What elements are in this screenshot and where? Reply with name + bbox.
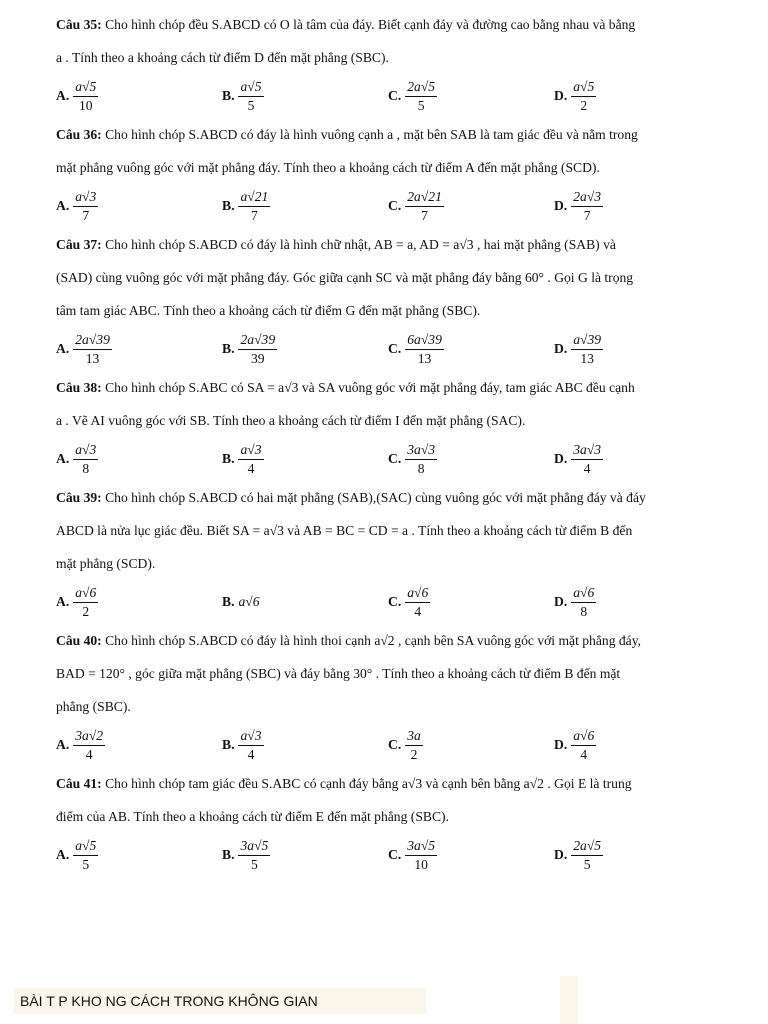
answer-option xyxy=(222,331,388,368)
fraction-numerator: a√5 xyxy=(73,78,98,97)
question-stem xyxy=(56,371,732,437)
fraction-numerator: a√3 xyxy=(73,188,98,207)
stem-line xyxy=(56,118,732,151)
fraction-numerator: 3a√3 xyxy=(405,441,437,460)
option-fraction xyxy=(238,727,263,764)
fraction-numerator: a√21 xyxy=(238,188,270,207)
stem-line xyxy=(56,151,732,184)
option-label: D. xyxy=(554,847,568,863)
option-fraction xyxy=(73,188,98,225)
fraction-denominator: 13 xyxy=(417,350,432,366)
option-label: C. xyxy=(388,594,402,610)
question-number: Câu 40: xyxy=(56,633,102,648)
option-fraction xyxy=(238,441,263,478)
question-number: Câu 39: xyxy=(56,490,102,505)
question-stem xyxy=(56,624,732,723)
option-fraction xyxy=(73,441,98,478)
answer-option xyxy=(56,727,222,764)
fraction-denominator: 4 xyxy=(414,603,422,619)
option-fraction xyxy=(405,188,444,225)
answer-option xyxy=(222,441,388,478)
option-fraction xyxy=(571,727,596,764)
option-label: A. xyxy=(56,847,70,863)
stem-line xyxy=(56,261,732,294)
fraction-denominator: 5 xyxy=(583,856,591,872)
fraction-denominator: 2 xyxy=(82,603,90,619)
fraction-denominator: 8 xyxy=(580,603,588,619)
fraction-denominator: 7 xyxy=(82,207,90,223)
fraction-denominator: 2 xyxy=(580,97,588,113)
fraction-denominator: 7 xyxy=(421,207,428,223)
fraction-numerator: a√39 xyxy=(571,331,603,350)
option-label: A. xyxy=(56,198,70,214)
stem-text: a . Tính theo a khoảng cách từ điểm D đến mặt phẳng (SBC). xyxy=(56,50,389,65)
stem-text: (SAD) cùng vuông góc với mặt phẳng đáy. Góc giữa cạnh SC và mặt phẳng đáy bằng 60° . Gọi G là trọng xyxy=(56,270,634,285)
option-label: D. xyxy=(554,594,568,610)
answer-option xyxy=(554,441,720,478)
fraction-denominator: 5 xyxy=(82,856,90,872)
stem-line xyxy=(56,514,732,547)
stem-line xyxy=(56,800,732,833)
question-block xyxy=(56,767,732,877)
question-number: Câu 36: xyxy=(56,127,102,142)
option-label: B. xyxy=(222,88,235,104)
stem-line xyxy=(56,294,732,327)
fraction-numerator: 6a√39 xyxy=(405,331,444,350)
option-value: a√6 xyxy=(238,594,260,610)
page-footer xyxy=(14,988,426,1014)
fraction-denominator: 10 xyxy=(78,97,93,113)
option-fraction xyxy=(73,78,98,115)
stem-line xyxy=(56,657,732,690)
option-label: B. xyxy=(222,451,235,467)
question-block xyxy=(56,624,732,767)
stem-line xyxy=(56,547,732,580)
fraction-numerator: a√6 xyxy=(73,584,98,603)
answer-option xyxy=(222,78,388,115)
fraction-numerator: 3a√2 xyxy=(73,727,105,746)
answer-option xyxy=(554,331,720,368)
fraction-denominator: 5 xyxy=(247,97,255,113)
document-page xyxy=(56,8,732,877)
fraction-numerator: a√3 xyxy=(238,441,263,460)
fraction-denominator: 8 xyxy=(417,460,425,476)
answer-option xyxy=(56,441,222,478)
question-stem xyxy=(56,118,732,184)
option-label: C. xyxy=(388,198,402,214)
stem-line xyxy=(56,767,732,800)
answer-options xyxy=(56,437,732,481)
option-label: C. xyxy=(388,341,402,357)
answer-option xyxy=(554,837,720,874)
fraction-denominator: 7 xyxy=(583,207,591,223)
stem-line xyxy=(56,690,732,723)
fraction-denominator: 5 xyxy=(251,856,258,872)
option-label: D. xyxy=(554,737,568,753)
option-fraction xyxy=(238,331,277,368)
fraction-numerator: 3a√3 xyxy=(571,441,603,460)
option-label: C. xyxy=(388,451,402,467)
fraction-denominator: 4 xyxy=(580,746,588,762)
option-fraction xyxy=(405,331,444,368)
stem-line xyxy=(56,228,732,261)
option-fraction xyxy=(405,78,437,115)
fraction-denominator: 4 xyxy=(583,460,591,476)
option-fraction xyxy=(238,188,270,225)
option-label: A. xyxy=(56,737,70,753)
option-label: B. xyxy=(222,198,235,214)
fraction-numerator: a√6 xyxy=(571,584,596,603)
option-fraction xyxy=(73,727,105,764)
answer-option xyxy=(554,584,720,621)
option-fraction xyxy=(238,837,270,874)
answer-option xyxy=(388,584,554,621)
stem-text: mặt phẳng (SCD). xyxy=(56,556,156,571)
option-label: D. xyxy=(554,451,568,467)
stem-text: Cho hình chóp tam giác đều S.ABC có cạnh đáy bằng a√3 và cạnh bên bằng a√2 . Gọi E là trung xyxy=(105,776,632,791)
fraction-numerator: a√6 xyxy=(405,584,430,603)
fraction-denominator: 10 xyxy=(414,856,428,872)
option-fraction xyxy=(405,837,437,874)
answer-option xyxy=(222,592,388,612)
fraction-denominator: 2 xyxy=(410,746,418,762)
option-label: B. xyxy=(222,737,235,753)
option-label: D. xyxy=(554,88,568,104)
answer-option xyxy=(388,441,554,478)
stem-text: mặt phẳng vuông góc với mặt phẳng đáy. Tính theo a khoảng cách từ điểm A đến mặt phẳng (SCD). xyxy=(56,160,600,175)
fraction-denominator: 8 xyxy=(82,460,90,476)
fraction-numerator: a√5 xyxy=(238,78,263,97)
option-label: B. xyxy=(222,847,235,863)
answer-options xyxy=(56,74,732,118)
stem-text: Cho hình chóp S.ABCD có đáy là hình thoi cạnh a√2 , cạnh bên SA vuông góc với mặt phẳng đáy, xyxy=(105,633,642,648)
question-number: Câu 37: xyxy=(56,237,102,252)
fraction-denominator: 7 xyxy=(251,207,258,223)
answer-option xyxy=(56,584,222,621)
option-fraction xyxy=(571,837,603,874)
option-label: B. xyxy=(222,594,235,610)
stem-line xyxy=(56,481,732,514)
fraction-numerator: 2a√5 xyxy=(405,78,437,97)
fraction-numerator: 2a√39 xyxy=(73,331,112,350)
question-stem xyxy=(56,228,732,327)
option-label: D. xyxy=(554,341,568,357)
question-number: Câu 38: xyxy=(56,380,102,395)
fraction-denominator: 4 xyxy=(247,746,255,762)
question-block xyxy=(56,228,732,371)
option-fraction xyxy=(571,584,596,621)
stem-text: ABCD là nửa lục giác đều. Biết SA = a√3 và AB = BC = CD = a . Tính theo a khoảng cách từ điểm B đến xyxy=(56,523,633,538)
fraction-numerator: a√3 xyxy=(73,441,98,460)
option-fraction xyxy=(405,584,430,621)
question-stem xyxy=(56,481,732,580)
fraction-numerator: 2a√5 xyxy=(571,837,603,856)
answer-option xyxy=(388,727,554,764)
option-label: A. xyxy=(56,451,70,467)
answer-option xyxy=(388,78,554,115)
stem-text: điểm của AB. Tính theo a khoảng cách từ điểm E đến mặt phẳng (SBC). xyxy=(56,809,449,824)
fraction-numerator: 3a xyxy=(405,727,423,746)
fraction-numerator: a√6 xyxy=(571,727,596,746)
option-label: A. xyxy=(56,594,70,610)
option-label: A. xyxy=(56,88,70,104)
answer-options xyxy=(56,327,732,371)
answer-option xyxy=(554,727,720,764)
option-label: C. xyxy=(388,847,402,863)
fraction-numerator: 2a√21 xyxy=(405,188,444,207)
fraction-numerator: 3a√5 xyxy=(405,837,437,856)
stem-text: phẳng (SBC). xyxy=(56,699,131,714)
answer-option xyxy=(56,837,222,874)
question-block xyxy=(56,481,732,624)
answer-option xyxy=(388,837,554,874)
answer-options xyxy=(56,580,732,624)
fraction-numerator: a√5 xyxy=(571,78,596,97)
stem-text: Cho hình chóp S.ABCD có đáy là hình chữ nhật, AB = a, AD = a√3 , hai mặt phẳng (SAB) và xyxy=(105,237,616,252)
option-fraction xyxy=(405,727,423,764)
fraction-denominator: 39 xyxy=(251,350,265,366)
answer-option xyxy=(222,727,388,764)
fraction-denominator: 4 xyxy=(85,746,93,762)
option-label: C. xyxy=(388,737,402,753)
stem-line xyxy=(56,624,732,657)
fraction-numerator: a√3 xyxy=(238,727,263,746)
question-block xyxy=(56,371,732,481)
stem-text: Cho hình chóp đều S.ABCD có O là tâm của đáy. Biết cạnh đáy và đường cao bằng nhau và bằng xyxy=(105,17,636,32)
answer-option xyxy=(56,331,222,368)
stem-line xyxy=(56,8,732,41)
answer-options xyxy=(56,184,732,228)
footer-decoration xyxy=(560,976,578,1024)
answer-options xyxy=(56,833,732,877)
answer-option xyxy=(222,188,388,225)
option-fraction xyxy=(571,331,603,368)
question-stem xyxy=(56,767,732,833)
stem-text: Cho hình chóp S.ABCD có hai mặt phẳng (SAB),(SAC) cùng vuông góc với mặt phẳng đáy và đáy xyxy=(105,490,646,505)
stem-text: BAD = 120° , góc giữa mặt phẳng (SBC) và đáy bằng 30° . Tính theo a khoảng cách từ điểm B đến mặt xyxy=(56,666,621,681)
option-fraction xyxy=(73,584,98,621)
option-fraction xyxy=(571,188,603,225)
fraction-denominator: 5 xyxy=(417,97,425,113)
answer-option xyxy=(554,78,720,115)
footer-text: BÀI T P KHO NG CÁCH TRONG KHÔNG GIAN xyxy=(20,993,318,1009)
question-number: Câu 35: xyxy=(56,17,102,32)
option-fraction xyxy=(238,78,263,115)
question-block xyxy=(56,8,732,118)
stem-line xyxy=(56,371,732,404)
option-fraction xyxy=(571,78,596,115)
fraction-numerator: 3a√5 xyxy=(238,837,270,856)
option-label: C. xyxy=(388,88,402,104)
question-stem xyxy=(56,8,732,74)
answer-option xyxy=(388,331,554,368)
answer-options xyxy=(56,723,732,767)
question-block xyxy=(56,118,732,228)
answer-option xyxy=(222,837,388,874)
fraction-denominator: 4 xyxy=(247,460,255,476)
option-fraction xyxy=(571,441,603,478)
answer-option xyxy=(56,188,222,225)
answer-option xyxy=(56,78,222,115)
stem-line xyxy=(56,41,732,74)
option-label: D. xyxy=(554,198,568,214)
stem-text: Cho hình chóp S.ABC có SA = a√3 và SA vuông góc với mặt phẳng đáy, tam giác ABC đều cạnh xyxy=(105,380,635,395)
fraction-numerator: a√5 xyxy=(73,837,98,856)
stem-text: tâm tam giác ABC. Tính theo a khoảng cách từ điểm G đến mặt phẳng (SBC). xyxy=(56,303,481,318)
option-label: B. xyxy=(222,341,235,357)
question-number: Câu 41: xyxy=(56,776,102,791)
fraction-numerator: 2a√3 xyxy=(571,188,603,207)
stem-text: Cho hình chóp S.ABCD có đáy là hình vuông cạnh a , mặt bên SAB là tam giác đều và nằm trong xyxy=(105,127,638,142)
fraction-numerator: 2a√39 xyxy=(238,331,277,350)
option-label: A. xyxy=(56,341,70,357)
answer-option xyxy=(388,188,554,225)
stem-text: a . Vẽ AI vuông góc với SB. Tính theo a khoảng cách từ điểm I đến mặt phẳng (SAC). xyxy=(56,413,526,428)
option-fraction xyxy=(73,331,112,368)
fraction-denominator: 13 xyxy=(580,350,594,366)
answer-option xyxy=(554,188,720,225)
option-fraction xyxy=(73,837,98,874)
stem-line xyxy=(56,404,732,437)
fraction-denominator: 13 xyxy=(85,350,100,366)
option-fraction xyxy=(405,441,437,478)
